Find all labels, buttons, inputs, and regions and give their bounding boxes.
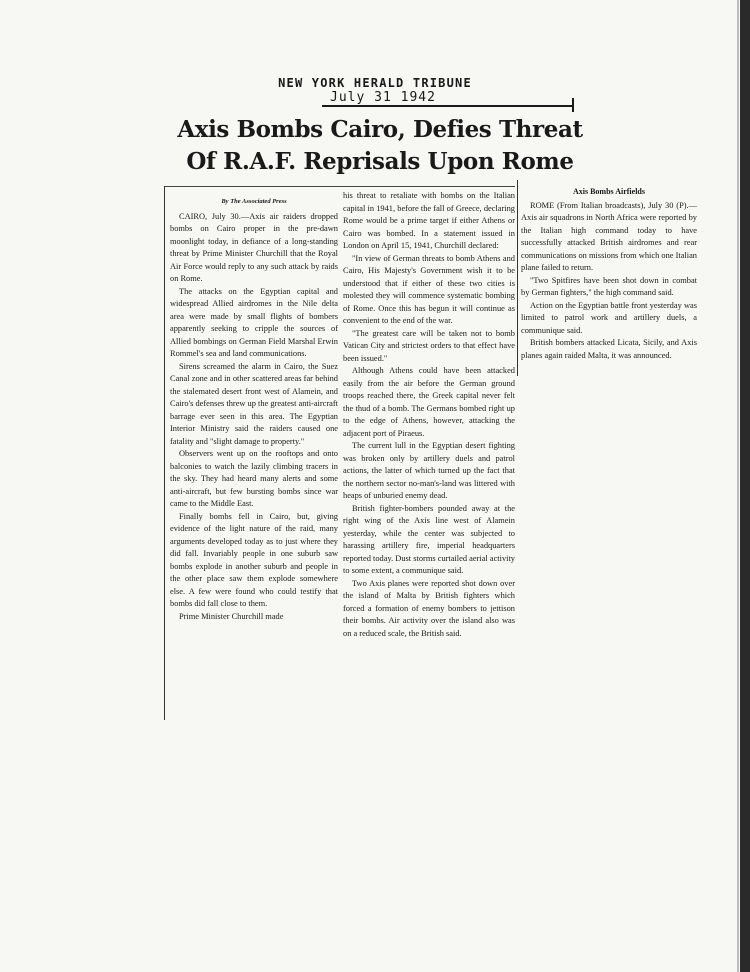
headline-line-2: Of R.A.F. Reprisals Upon Rome: [186, 148, 574, 175]
paragraph: ROME (From Italian broadcasts), July 30 (P).—Axis air squadrons in North Africa were reported by the Italian high command today to have successfully attacked British airdromes and rear communications on missions from which one Italian plane failed to return.: [521, 200, 697, 272]
paragraph: Finally bombs fell in Cairo, but, giving evidence of the light nature of the raid, many arguments developed today as to just where they did fall. Invariably people in one suburb saw bombs explode in another suburb and people in the other place saw them explode somewhere else. A few were found who could testify that bombs did fall close to them.: [170, 511, 338, 608]
paragraph: Prime Minister Churchill made: [179, 611, 284, 621]
article-column-1: [170, 196, 338, 623]
dateline: July 31 1942: [330, 90, 436, 105]
paragraph: CAIRO, July 30.—Axis air raiders dropped bombs on Cairo proper in the pre-dawn moonlight today, in defiance of a long-standing threat by Prime Minister Churchill that the Royal Air Force would reply to any such attack by raids on Rome.: [170, 211, 338, 283]
column-rule-right: [517, 180, 518, 376]
paragraph: Action on the Egyptian battle front yesterday was limited to patrol work and artillery duels, a communique said.: [521, 300, 697, 335]
paragraph: "In view of German threats to bomb Athens and Cairo, His Majesty's Government wish it to be understood that if either of these two cities is molested they will commence systematic bombing of Rome. Once this has begun it will continue as convenient to the end of the war.: [343, 253, 515, 325]
article-column-2: [343, 190, 515, 640]
paragraph: The attacks on the Egyptian capital and widespread Allied airdromes in the Nile delta area were made by small flights of bombers apparently seeking to cripple the sources of Allied bombings on German Field Marshal Erwin Rommel's sea and land communications.: [170, 286, 338, 358]
paragraph: Observers went up on the rooftops and onto balconies to watch the lazily climbing tracers in the sky. They had heard many alerts and some anti-aircraft, but few bursting bombs since war came to the Middle East.: [170, 449, 338, 508]
scan-edge: [740, 0, 750, 972]
paragraph: British bombers attacked Licata, Sicily, and Axis planes again raided Malta, it was announced.: [521, 338, 697, 360]
byline: By The Associated Press: [221, 198, 287, 205]
masthead-rule: [322, 105, 574, 107]
article-column-3: [521, 186, 697, 362]
paragraph: British fighter-bombers pounded away at the right wing of the Axis line west of Alamein yesterday, while the center was subjected to harassing artillery fire, imperial headquarters reported today. Dust storms curtailed aerial activity to some extent, a communique said.: [343, 503, 515, 575]
paragraph: Two Axis planes were reported shot down over the island of Malta by British fighters which forced a formation of enemy bombers to jettison their bombs. Air activity over the island also was on a reduced scale, the British said.: [343, 578, 515, 638]
subhead: Axis Bombs Airfields: [572, 187, 645, 196]
paragraph: "The greatest care will be taken not to bomb Vatican City and strictest orders to that effect have been issued.": [343, 328, 515, 363]
paragraph: The current lull in the Egyptian desert fighting was broken only by artillery duels and patrol actions, the latter of which turned up the fact that the northern sector no-man's-land was littered with heaps of unburied enemy dead.: [343, 441, 515, 500]
headline-line-1: Axis Bombs Cairo, Defies Threat: [177, 116, 583, 143]
paragraph: Although Athens could have been attacked easily from the air before the German ground troops reached there, the Greek capital never felt the thud of a bomb. The Germans bombed right up to the edge of Athens, however, attacking the adjacent port of Piraeus.: [343, 366, 515, 438]
masthead: NEW YORK HERALD TRIBUNE: [278, 76, 472, 90]
headline: [150, 114, 610, 178]
paragraph: "Two Spitfires have been shot down in combat by German fighters," the high command said.: [521, 275, 697, 297]
masthead-rule-tick: [572, 98, 574, 112]
paragraph: Sirens screamed the alarm in Cairo, the Suez Canal zone and in other scattered areas far behind the stalemated desert front west of Alamein, and Cairo's defenses threw up the greatest anti-aircraft barrage ever seen in this area. The Egyptian Interior Ministry said the raiders caused one fatality and "slight damage to property.": [170, 361, 339, 446]
headline-rule: [165, 186, 515, 187]
paragraph: his threat to retaliate with bombs on the Italian capital in 1941, before the fall of Greece, declaring Rome would be a prime target if either Athens or Cairo was bombed. In a statement issued in London on April 15, 1941, Churchill declared:: [343, 191, 515, 250]
column-rule-left: [164, 186, 165, 720]
